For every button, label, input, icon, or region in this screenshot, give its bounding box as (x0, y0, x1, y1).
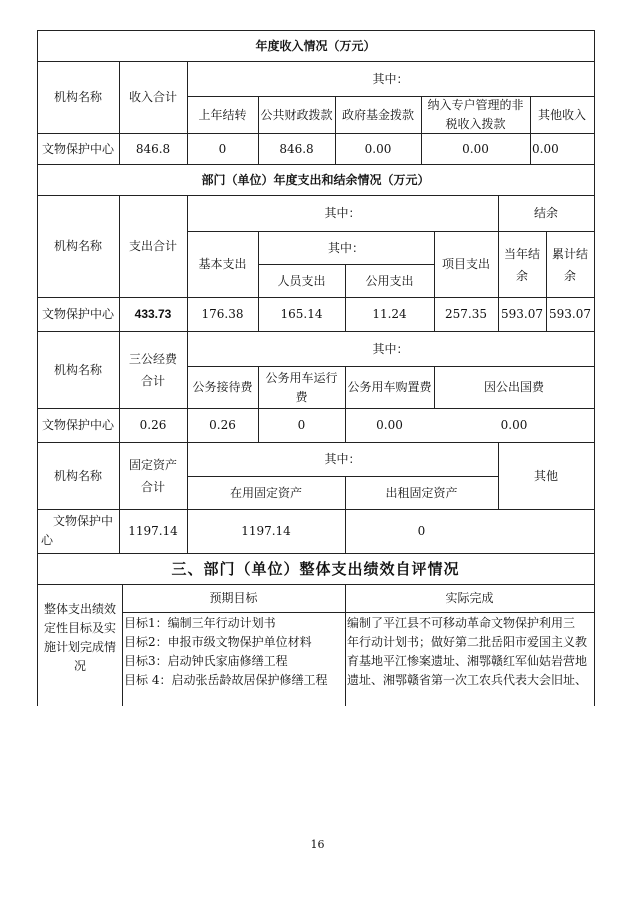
actual-completion-text (347, 614, 593, 690)
performance-label-line: 定性目标及实 (43, 621, 116, 635)
expense-row-basic: 176.38 (201, 307, 244, 321)
actual-line: 遗址、湘鄂赣省第一次工农兵代表大会旧址、 (347, 673, 588, 687)
actual-completion-header: 实际完成 (445, 591, 494, 605)
three-public-org-name-header: 机构名称 (53, 362, 102, 377)
three-public-total-header (119, 332, 187, 408)
actual-line: 年行动计划书；做好第二批岳阳市爱国主义教 (347, 635, 588, 649)
rule (122, 612, 595, 613)
income-row-fund-grant: 0.00 (364, 141, 392, 156)
assets-org-name-header: 机构名称 (53, 468, 102, 483)
income-nontax-header-line1: 纳入专户管理的非 (427, 98, 524, 112)
expense-row-total: 433.73 (134, 307, 172, 321)
goal-item: 目标 4：启动张岳龄故居保护修缮工程 (124, 673, 328, 687)
expense-year-balance-header (498, 232, 546, 297)
income-row-prev-carryover: 0 (218, 141, 227, 156)
expense-cum-balance-header-line1: 累计结 (551, 246, 588, 261)
three-public-total-header-line1: 三公经费 (128, 352, 177, 366)
three-public-vehicle-purchase-header: 公务用车购置费 (347, 380, 432, 394)
expense-basic-header: 基本支出 (198, 257, 247, 271)
three-public-reception-header: 公务接待费 (192, 380, 253, 394)
three-public-vehicle-op-header (258, 367, 345, 408)
expense-org-name-header: 机构名称 (53, 239, 102, 253)
expense-cum-balance-header (546, 232, 594, 297)
performance-label-line: 况 (73, 659, 86, 673)
expense-row-personnel: 165.14 (280, 307, 323, 321)
expense-of-which2-header: 其中： (327, 240, 364, 255)
income-of-which-header: 其中： (372, 71, 409, 86)
three-public-row-org: 文物保护中心 (41, 418, 114, 432)
three-public-row-abroad: 0.00 (500, 418, 528, 432)
actual-line: 编制了平江县不可移动革命文物保护利用三 (347, 616, 576, 630)
assets-row-rented: 0 (417, 524, 426, 538)
expense-of-which-header: 其中： (324, 206, 361, 220)
performance-label-line: 整体支出绩效 (43, 602, 116, 616)
expense-row-cum-balance: 593.07 (549, 307, 591, 321)
assets-total-header (119, 443, 187, 509)
three-public-vehicle-op-header-line2: 费 (295, 389, 308, 404)
assets-total-header-line1: 固定资产 (128, 458, 177, 472)
three-public-row-vehicle-purchase: 0.00 (376, 418, 403, 432)
income-row-nontax: 0.00 (462, 141, 489, 156)
income-fund-grant-header: 政府基金拨款 (341, 107, 414, 122)
income-row-public-finance: 846.8 (279, 141, 314, 156)
goal-item: 目标1：编制三年行动计划书 (124, 616, 276, 630)
expense-row-org: 文物保护中心 (41, 307, 114, 321)
income-section-title: 年度收入情况（万元） (255, 38, 376, 53)
three-public-vehicle-op-header-line1: 公务用车运行 (265, 370, 338, 385)
assets-row-in-use: 1197.14 (241, 524, 291, 538)
expense-section-title: 部门（单位）年度支出和结余情况（万元） (201, 172, 430, 187)
expense-year-balance-header-line1: 当年结 (503, 246, 540, 261)
actual-line: 育基地平江惨案遗址、湘鄂赣红军仙姑岩营地 (347, 654, 588, 668)
three-public-of-which-header: 其中： (372, 341, 409, 356)
expense-personnel-header: 人员支出 (277, 273, 326, 288)
three-public-total-header-line2: 合计 (140, 374, 165, 388)
expense-row-year-balance: 593.07 (501, 307, 543, 321)
rule (594, 30, 595, 706)
assets-rented-header: 出租固定资产 (385, 485, 458, 500)
performance-label-line: 施计划完成情 (43, 640, 116, 654)
expense-row-public-use: 11.24 (372, 307, 407, 321)
expense-cum-balance-header-line2: 余 (563, 268, 576, 283)
income-row-total: 846.8 (135, 141, 171, 156)
assets-total-header-line2: 合计 (140, 480, 165, 494)
assets-row-total: 1197.14 (128, 524, 178, 538)
three-public-row-total: 0.26 (139, 418, 167, 432)
performance-label (38, 600, 122, 676)
goal-item: 目标2：申报市级文物保护单位材料 (124, 635, 312, 649)
assets-of-which-header: 其中： (324, 452, 361, 466)
planned-goals-header: 预期目标 (209, 591, 258, 605)
goal-item: 目标3：启动钟氏家庙修缮工程 (124, 654, 288, 668)
income-row-other: 0.00 (532, 141, 559, 156)
planned-goals-list (124, 614, 344, 690)
three-public-abroad-header: 因公出国费 (483, 380, 544, 394)
three-public-row-vehicle-op: 0 (297, 418, 306, 432)
expense-total-header: 支出合计 (128, 239, 177, 253)
assets-other-header: 其他 (533, 468, 558, 483)
income-row-org: 文物保护中心 (41, 141, 114, 156)
assets-row-org-line1: 文物保护中 (53, 514, 114, 528)
income-prev-carryover-header: 上年结转 (198, 107, 247, 122)
income-total-header: 收入合计 (128, 90, 177, 104)
three-public-row-reception: 0.26 (209, 418, 236, 432)
page-number: 16 (310, 838, 325, 851)
income-nontax-header-line2: 税收入拨款 (445, 117, 506, 131)
income-org-name-header: 机构名称 (53, 90, 102, 104)
assets-in-use-header: 在用固定资产 (229, 485, 302, 500)
assets-row-org-line2: 心 (41, 533, 54, 547)
income-other-header: 其他收入 (537, 107, 586, 122)
expense-balance-header: 结余 (533, 206, 558, 220)
income-public-finance-header: 公共财政拨款 (260, 107, 333, 122)
expense-year-balance-header-line2: 余 (515, 268, 528, 283)
assets-row-org (41, 512, 119, 550)
income-nontax-header (421, 97, 530, 133)
expense-project-header: 项目支出 (441, 257, 490, 271)
expense-public-use-header: 公用支出 (365, 273, 414, 288)
performance-section-title: 三、部门（单位）整体支出绩效自评情况 (171, 559, 460, 578)
expense-row-project: 257.35 (445, 307, 487, 321)
